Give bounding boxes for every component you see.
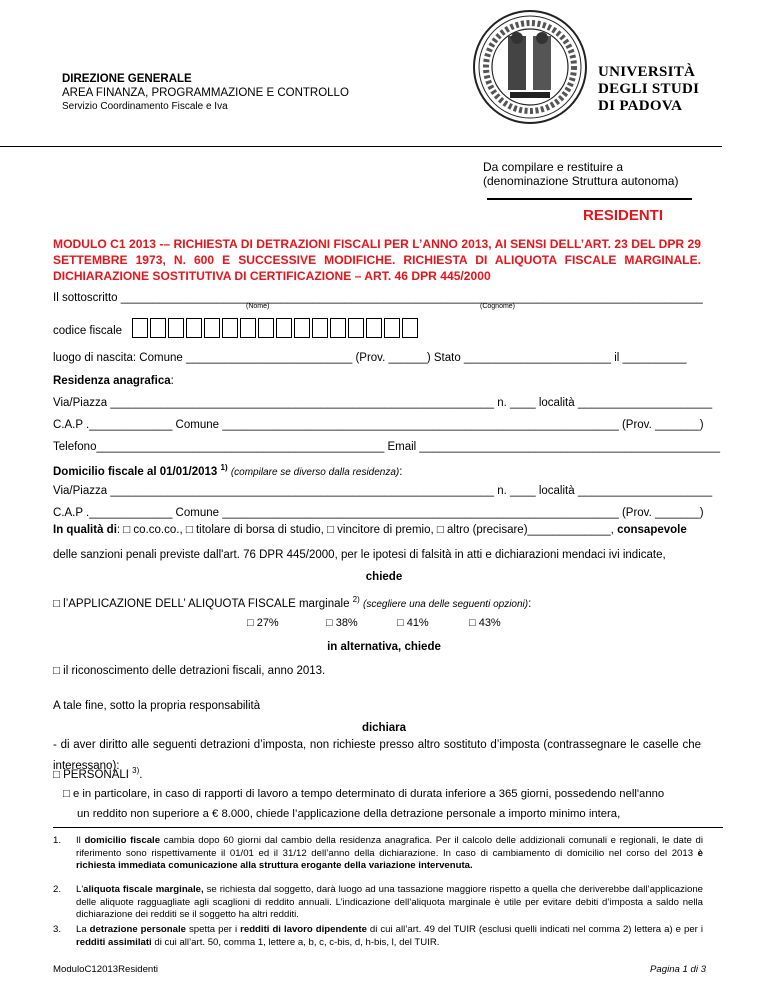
- aliquota-option-38[interactable]: □ 38%: [326, 617, 358, 629]
- note-1: [53, 835, 703, 873]
- recipient-block: [483, 160, 678, 188]
- cf-box[interactable]: [294, 318, 310, 338]
- recipient-line2: (denominazione Struttura autonoma): [483, 174, 679, 188]
- cf-box[interactable]: [150, 318, 166, 338]
- note-3-pre: La: [76, 924, 90, 935]
- university-seal-logo: [470, 8, 590, 126]
- note-1-pre: Il: [76, 835, 85, 846]
- residenza-label: Residenza anagrafica: [53, 375, 171, 387]
- diritto-text: - di aver diritto alle seguenti detrazioni d’imposta, non richieste presso altro sostituto d’imposta (contrassegnare le caselle che interessano):: [53, 739, 701, 772]
- note-3-tail2: di cui all’art. 50, comma 1, lettere a, b, c, c-bis, d, h-bis, l, del TUIR.: [151, 936, 440, 948]
- note-2-number: 2.: [53, 884, 62, 895]
- university-name-line1: UNIVERSITÀ: [598, 64, 696, 80]
- particolare-option[interactable]: □ e in particolare, in caso di rapporti di lavoro a tempo determinato di durata inferiore a 365 giorni, possedendo nell'anno: [63, 788, 665, 800]
- cf-box[interactable]: [348, 318, 364, 338]
- note-2-bold1: aliquota fiscale marginale,: [83, 884, 204, 895]
- qualita-label: In qualità di: [53, 524, 117, 536]
- personali-option[interactable]: [53, 766, 143, 781]
- note-3-tail: di cui all’art. 49 del TUIR (esclusi quelli indicati nel comma 2) lettera a) e per i: [366, 924, 704, 935]
- aliquota-option-43[interactable]: □ 43%: [469, 617, 501, 629]
- codice-fiscale-input[interactable]: [132, 318, 418, 338]
- notes-divider: [53, 827, 723, 828]
- form-title: MODULO C1 2013 -– RICHIESTA DI DETRAZIONI FISCALI PER L’ANNO 2013, AI SENSI DELL’ART. 23 DEL DPR 29 SETTEMBRE 1973, N. 600 E SUCCESSIVE MODIFICHE. RICHIESTA DI ALIQUOTA FISCALE MARGINALE. DICHIARAZIONE SOSTITUTIVA DI CERTIFICAZIONE – ART. 46 DPR 445/2000: [53, 237, 701, 283]
- note-1-mid: cambia dopo 60 giorni dal cambio della residenza anagrafica. Per il calcolo delle addizionali comunali e regionali, le date di riferimento sono rispettivamente il 01/01 ed il 31/12 dell’anno della dichiarazione. In caso di cambiamento di domicilio nel corso del 2013: [76, 835, 703, 859]
- qualita-options[interactable]: : □ co.co.co., □ titolare di borsa di studio, □ vincitore di premio, □ altro (precisare)_____________,: [116, 524, 614, 536]
- sanzioni-text: delle sanzioni penali previste dall'art. 76 DPR 445/2000, per le ipotesi di falsità in atti e dichiarazioni mendaci ivi indicate,: [53, 549, 666, 561]
- domicilio-footnote-ref: 1): [220, 463, 228, 472]
- cf-box[interactable]: [240, 318, 256, 338]
- recipient-fill-line[interactable]: [487, 198, 692, 200]
- particolare-line2: un reddito non superiore a € 8.000, chiede l’applicazione della detrazione personale a importo minimo intera,: [77, 808, 621, 820]
- sottoscritto-field[interactable]: Il sottoscritto ___________________________________________________________________________________________: [53, 292, 703, 304]
- alternativa-heading: in alternativa, chiede: [327, 641, 441, 653]
- residents-badge: RESIDENTI: [583, 207, 664, 224]
- dichiara-heading: dichiara: [361, 722, 407, 734]
- aliquota-note: (scegliere una delle seguenti opzioni): [363, 598, 529, 610]
- domicilio-via-field[interactable]: Via/Piazza ____________________________________________________________ n. ____ località _____________________: [53, 485, 713, 497]
- nascita-field[interactable]: luogo di nascita: Comune __________________________ (Prov. ______) Stato _______________________ il __________: [53, 352, 687, 364]
- aliquota-request[interactable]: [53, 595, 531, 610]
- footer-page-number: Pagina 1 di 3: [650, 964, 707, 975]
- responsabilita-text: A tale fine, sotto la propria responsabilità: [53, 700, 261, 712]
- department-title: DIREZIONE GENERALE: [62, 73, 192, 85]
- qualita-line[interactable]: [53, 520, 701, 541]
- footer-doc-id: ModuloC12013Residenti: [53, 964, 159, 975]
- header-divider: [0, 146, 722, 147]
- service-title: Servizio Coordinamento Fiscale e Iva: [62, 101, 228, 112]
- aliquota-colon: :: [528, 597, 532, 610]
- residenza-cap-field[interactable]: C.A.P ._____________ Comune ______________________________________________________________ (Prov. _______): [53, 419, 704, 431]
- telefono-email-field[interactable]: Telefono_____________________________________________ Email _______________________________________________: [53, 441, 721, 453]
- note-3: [53, 924, 703, 949]
- note-3-bold2: redditi di lavoro dipendente: [240, 924, 367, 935]
- university-name-line2: DEGLI STUDI: [598, 81, 700, 97]
- university-name: [598, 64, 699, 115]
- cognome-hint: (Cognome): [480, 303, 516, 310]
- cf-box[interactable]: [276, 318, 292, 338]
- cf-box[interactable]: [366, 318, 382, 338]
- consapevole-label: consapevole: [617, 524, 687, 536]
- riconoscimento-option[interactable]: □ il riconoscimento delle detrazioni fiscali, anno 2013.: [53, 665, 326, 677]
- personali-tail: .: [139, 768, 143, 781]
- aliquota-text[interactable]: □ l’APPLICAZIONE DELL’ ALIQUOTA FISCALE marginale: [53, 597, 350, 610]
- note-1-number: 1.: [53, 835, 62, 846]
- cf-box[interactable]: [186, 318, 202, 338]
- residenza-heading: [53, 375, 174, 387]
- cf-box[interactable]: [258, 318, 274, 338]
- aliquota-option-27[interactable]: □ 27%: [247, 617, 279, 629]
- domicilio-colon: :: [399, 465, 403, 478]
- recipient-line1: Da compilare e restituire a: [483, 160, 624, 174]
- personali-label[interactable]: □ PERSONALI: [53, 768, 129, 781]
- cf-box[interactable]: [312, 318, 328, 338]
- note-1-bold2: è richiesta immediata comunicazione alla struttura erogante della variazione intervenuta.: [76, 847, 703, 871]
- note-3-bold1: detrazione personale: [89, 924, 186, 935]
- university-name-line3: DI PADOVA: [598, 98, 683, 114]
- domicilio-label: Domicilio fiscale al 01/01/2013: [53, 465, 218, 478]
- note-2-pre: L': [76, 884, 84, 895]
- area-title: AREA FINANZA, PROGRAMMAZIONE E CONTROLLO: [62, 87, 349, 99]
- aliquota-footnote-ref: 2): [352, 595, 360, 604]
- domicilio-note: (compilare se diverso dalla residenza): [230, 466, 400, 478]
- cf-box[interactable]: [384, 318, 400, 338]
- note-3-bold3: redditi assimilati: [76, 936, 152, 948]
- cf-box[interactable]: [222, 318, 238, 338]
- cf-box[interactable]: [132, 318, 148, 338]
- residenza-via-field[interactable]: Via/Piazza ____________________________________________________________ n. ____ località _____________________: [53, 397, 713, 409]
- cf-box[interactable]: [204, 318, 220, 338]
- domicilio-cap-field[interactable]: C.A.P ._____________ Comune ______________________________________________________________ (Prov. _______): [53, 507, 704, 519]
- note-2-mid: se richiesta dal soggetto, darà luogo ad una tassazione maggiore rispetto a quella che deriverebbe dall’applicazione delle aliquote ragguagliate agli scaglioni di reddito annuali. L’indicazione dell’aliquota marginale è utile per evitare debiti d’imposta a saldo nella dichiarazione dei redditi se il soggetto ha altri redditi.: [76, 884, 703, 920]
- nome-hint: (Nome): [246, 303, 270, 310]
- note-3-mid: spetta per i: [185, 924, 241, 935]
- personali-footnote-ref: 3): [132, 766, 140, 775]
- residenza-colon: :: [170, 375, 174, 387]
- chiede-heading: chiede: [365, 571, 403, 583]
- aliquota-option-41[interactable]: □ 41%: [397, 617, 429, 629]
- note-1-bold1: domicilio fiscale: [84, 835, 161, 846]
- note-3-number: 3.: [53, 924, 62, 935]
- domicilio-heading: [53, 463, 402, 478]
- cf-box[interactable]: [402, 318, 418, 338]
- cf-box[interactable]: [330, 318, 346, 338]
- codice-fiscale-label: codice fiscale: [53, 325, 123, 337]
- note-2: [53, 884, 703, 922]
- cf-box[interactable]: [168, 318, 184, 338]
